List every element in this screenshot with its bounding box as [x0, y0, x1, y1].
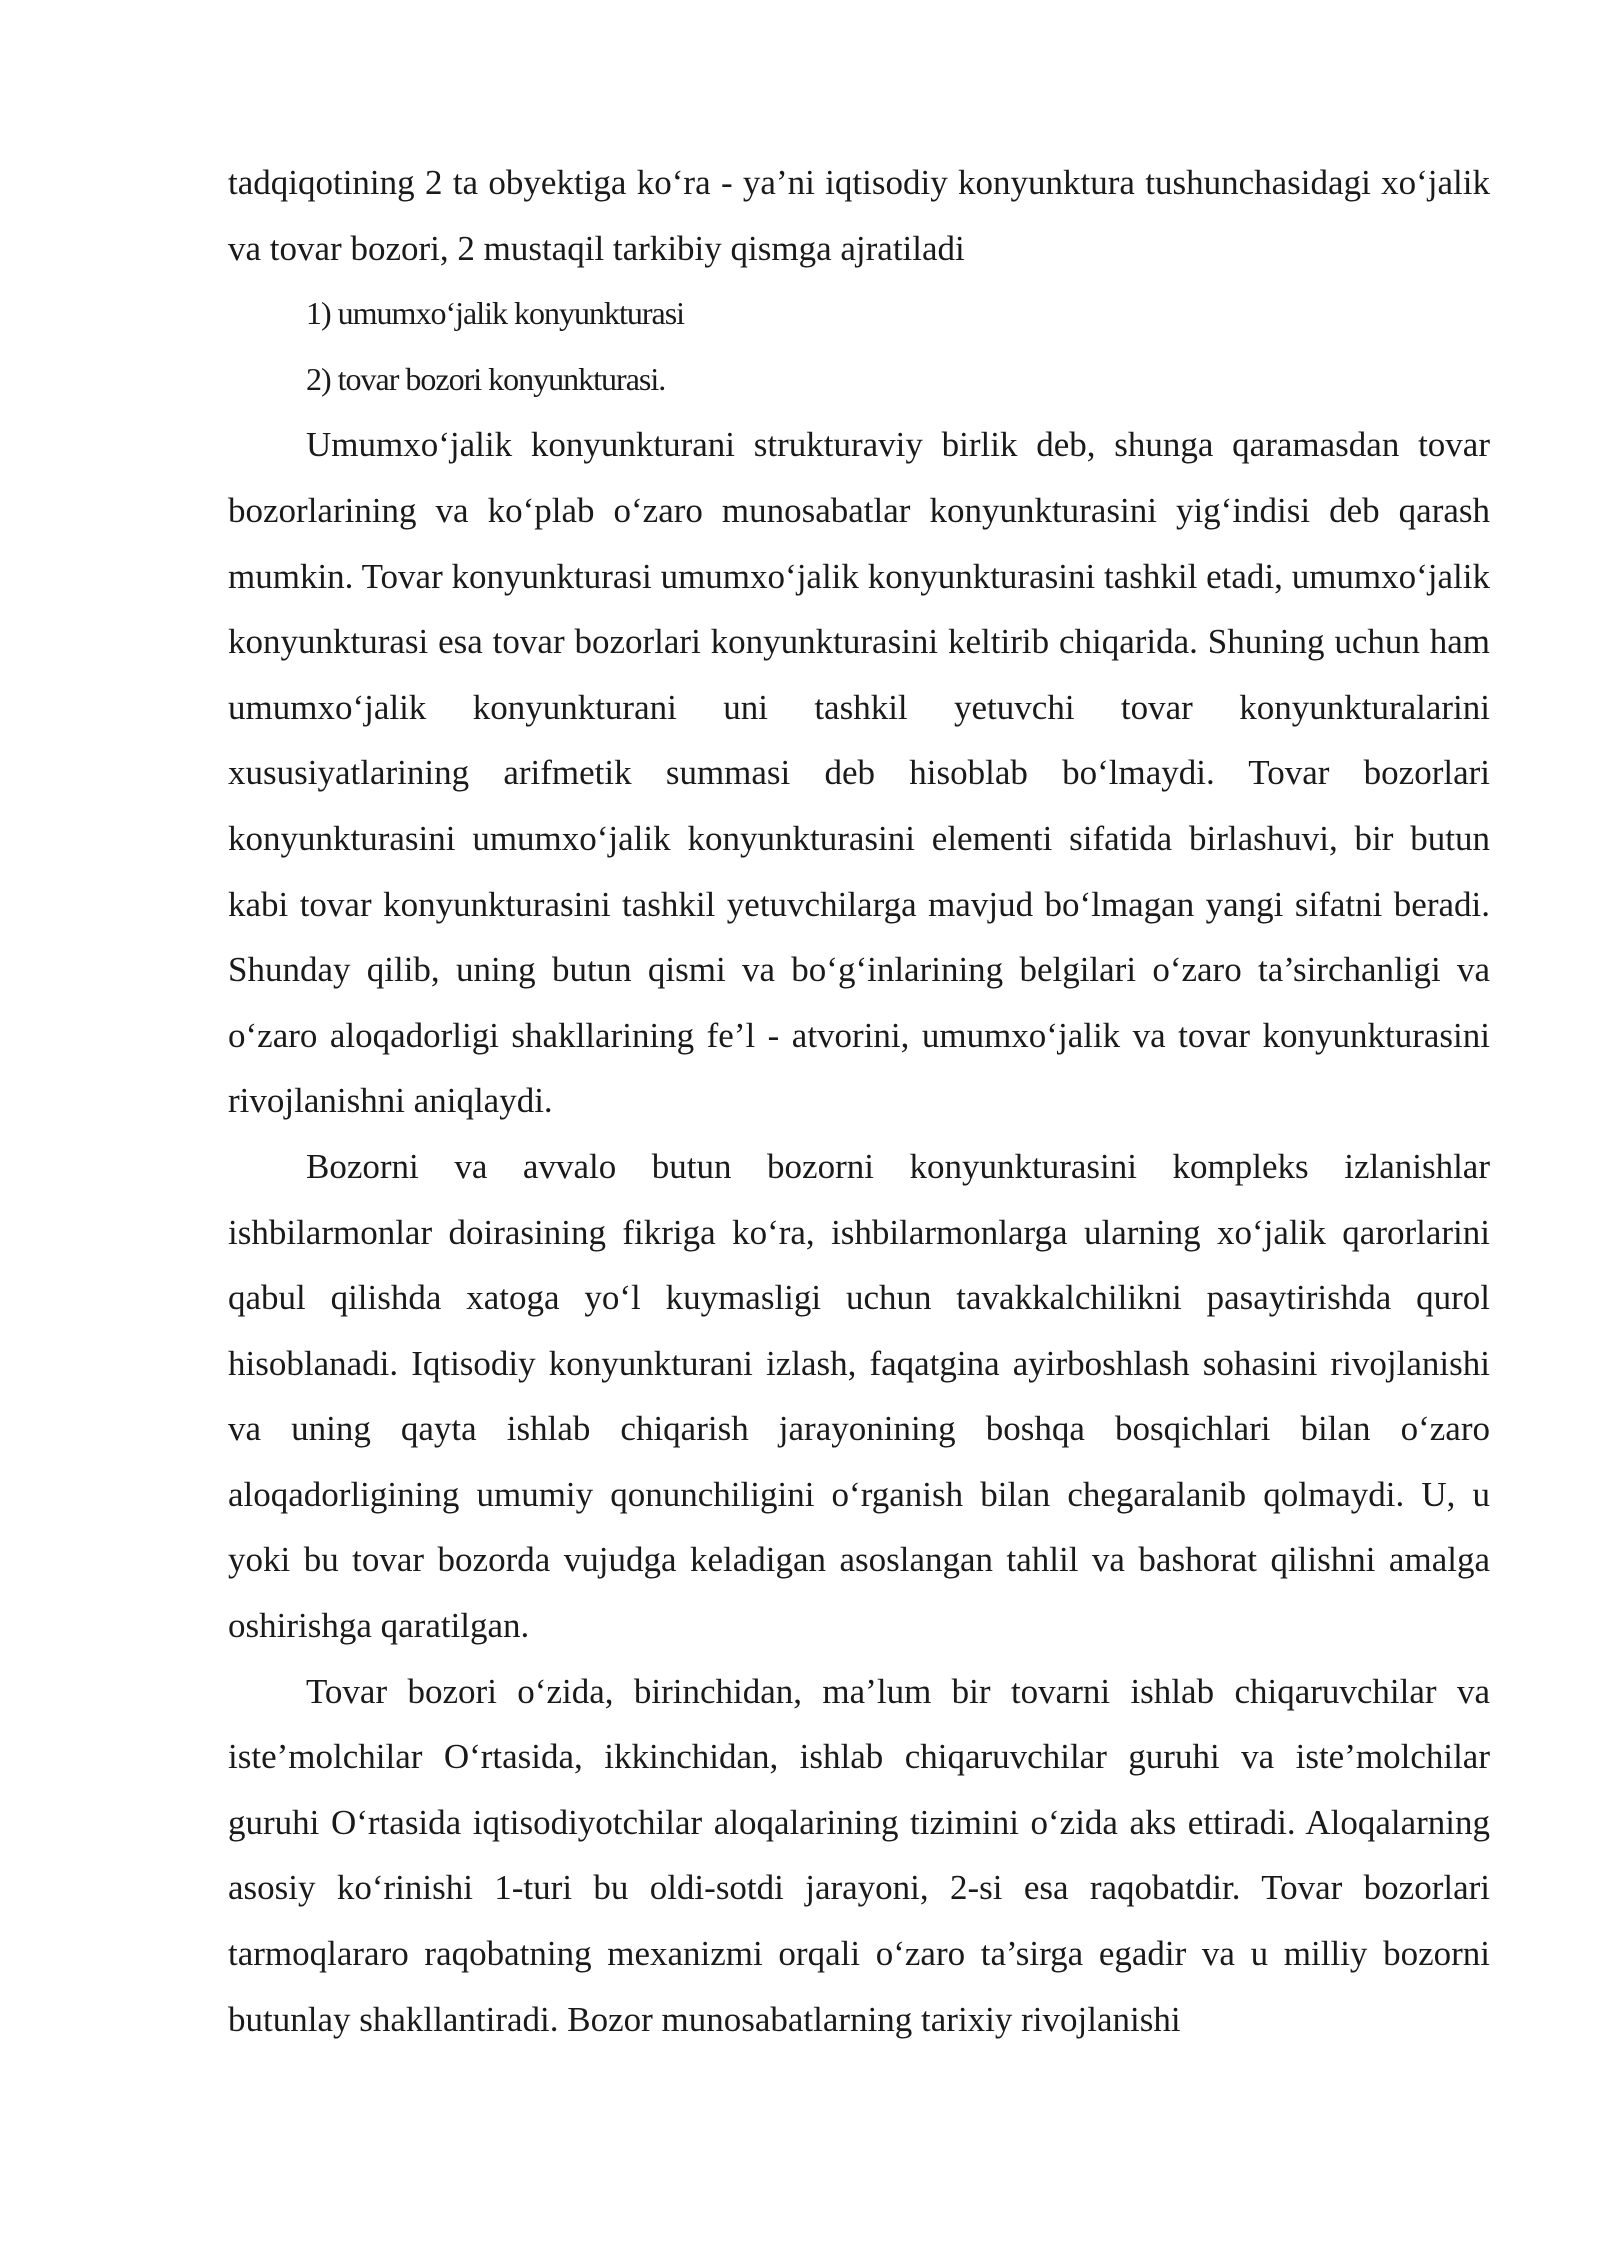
document-body: [228, 150, 1490, 2052]
paragraph-umumxojalik: Umumxo‘jalik konyunkturani strukturaviy birlik deb, shunga qaramasdan tovar bozorlarining va ko‘plab o‘zaro munosabatlar konyunkturasini yig‘indisi deb qarash mumkin. Tovar konyunkturasi umumxo‘jalik konyunkturasini tashkil etadi, umumxo‘jalik konyunkturasi esa tovar bozorlari konyunkturasini keltirib chiqarida. Shuning uchun ham umumxo‘jalik konyunkturani uni tashkil yetuvchi tovar konyunkturalarini xususiyatlarining arifmetik summasi deb hisoblab bo‘lmaydi. Tovar bozorlari konyunkturasini umumxo‘jalik konyunkturasini elementi sifatida birlashuvi, bir butun kabi tovar konyunkturasini tashkil yetuvchilarga mavjud bo‘lmagan yangi sifatni beradi. Shunday qilib, uning butun qismi va bo‘g‘inlarining belgilari o‘zaro ta’sirchanligi va o‘zaro aloqadorligi shakllarining fe’l - atvorini, umumxo‘jalik va tovar konyunkturasini rivojlanishni aniqlaydi.: [228, 425, 1490, 1121]
list-item-2: 2) tovar bozori konyunkturasi.: [306, 360, 666, 397]
paragraph-tovar-bozori: Tovar bozori o‘zida, birinchidan, ma’lum bir tovarni ishlab chiqaruvchilar va iste’molchilar O‘rtasida, ikkinchidan, ishlab chiqaruvchilar guruhi va iste’molchilar guruhi O‘rtasida iqtisodiyotchilar aloqalarining tizimini o‘zida aks ettiradi. Aloqalarning asosiy ko‘rinishi 1-turi bu oldi-sotdi jarayoni, 2-si esa raqobatdir. Tovar bozorlari tarmoqlararo raqobatning mexanizmi orqali o‘zaro ta’sirga egadir va u milliy bozorni butunlay shakllantiradi. Bozor munosabatlarning tarixiy rivojlanishi: [228, 1671, 1490, 2039]
paragraph-intro: tadqiqotining 2 ta obyektiga ko‘ra - ya’ni iqtisodiy konyunktura tushunchasidagi xo‘jalik va tovar bozori, 2 mustaqil tarkibiy qismga ajratiladi: [228, 163, 1490, 268]
paragraph-bozorni: Bozorni va avvalo butun bozorni konyunkturasini kompleks izlanishlar ishbilarmonlar doirasining fikriga ko‘ra, ishbilarmonlarga ularning xo‘jalik qarorlarini qabul qilishda xatoga yo‘l kuymasligi uchun tavakkalchilikni pasaytirishda qurol hisoblanadi. Iqtisodiy konyunkturani izlash, faqatgina ayirboshlash sohasini rivojlanishi va uning qayta ishlab chiqarish jarayonining boshqa bosqichlari bilan o‘zaro aloqadorligining umumiy qonunchiligini o‘rganish bilan chegaralanib qolmaydi. U, u yoki bu tovar bozorda vujudga keladigan asoslangan tahlil va bashorat qilishni amalga oshirishga qaratilgan.: [228, 1146, 1490, 1646]
list-item-1: 1) umumxo‘jalik konyunkturasi: [306, 295, 685, 332]
